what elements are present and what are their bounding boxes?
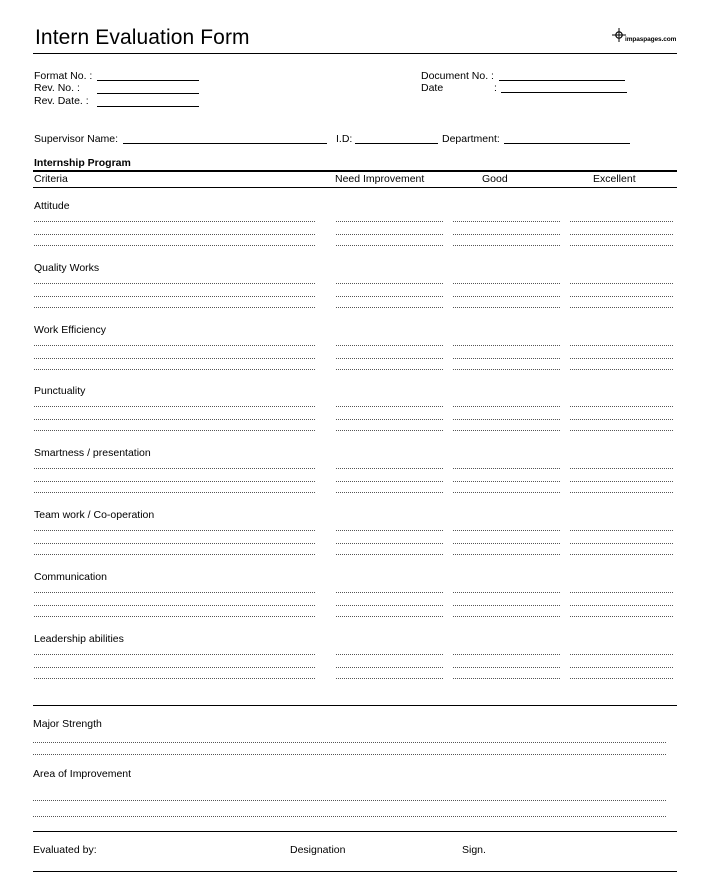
excellent-dotted-line[interactable] — [570, 296, 673, 297]
excellent-dotted-line[interactable] — [570, 345, 673, 346]
need-improvement-dotted-line[interactable] — [336, 358, 443, 359]
criteria-dotted-line[interactable] — [34, 419, 315, 420]
criteria-dotted-line[interactable] — [34, 345, 315, 346]
title-divider — [33, 53, 677, 54]
major-strength-line-2[interactable] — [33, 754, 666, 755]
section-title: Internship Program — [34, 157, 131, 169]
need-improvement-dotted-line[interactable] — [336, 345, 443, 346]
criteria-dotted-line[interactable] — [34, 406, 315, 407]
good-dotted-line[interactable] — [453, 468, 560, 469]
good-dotted-line[interactable] — [453, 358, 560, 359]
need-improvement-dotted-line[interactable] — [336, 530, 443, 531]
good-dotted-line[interactable] — [453, 678, 560, 679]
rev-date-label: Rev. Date. : — [34, 95, 89, 107]
good-dotted-line[interactable] — [453, 592, 560, 593]
table-top-rule — [33, 170, 677, 172]
sign-label: Sign. — [462, 844, 486, 856]
excellent-dotted-line[interactable] — [570, 245, 673, 246]
excellent-dotted-line[interactable] — [570, 234, 673, 235]
col-good: Good — [482, 173, 508, 185]
need-improvement-dotted-line[interactable] — [336, 296, 443, 297]
table-header-rule — [33, 187, 677, 188]
criteria-dotted-line[interactable] — [34, 543, 315, 544]
id-label: I.D: — [336, 133, 353, 145]
criteria-dotted-line[interactable] — [34, 307, 315, 308]
need-improvement-dotted-line[interactable] — [336, 245, 443, 246]
criteria-dotted-line[interactable] — [34, 592, 315, 593]
criteria-dotted-line[interactable] — [34, 605, 315, 606]
department-label: Department: — [442, 133, 500, 145]
excellent-dotted-line[interactable] — [570, 530, 673, 531]
criteria-label: Smartness / presentation — [34, 447, 151, 460]
document-no-field[interactable] — [499, 80, 625, 81]
good-dotted-line[interactable] — [453, 530, 560, 531]
need-improvement-dotted-line[interactable] — [336, 616, 443, 617]
criteria-dotted-line[interactable] — [34, 358, 315, 359]
area-of-improvement-label: Area of Improvement — [33, 768, 132, 780]
need-improvement-dotted-line[interactable] — [336, 468, 443, 469]
supervisor-name-field[interactable] — [123, 143, 327, 144]
need-improvement-dotted-line[interactable] — [336, 554, 443, 555]
need-improvement-dotted-line[interactable] — [336, 234, 443, 235]
criteria-dotted-line[interactable] — [34, 492, 315, 493]
good-dotted-line[interactable] — [453, 245, 560, 246]
table-bottom-rule — [33, 705, 677, 706]
evaluated-by-label: Evaluated by: — [33, 844, 97, 856]
need-improvement-dotted-line[interactable] — [336, 221, 443, 222]
criteria-dotted-line[interactable] — [34, 468, 315, 469]
good-dotted-line[interactable] — [453, 667, 560, 668]
criteria-label: Team work / Co-operation — [34, 509, 155, 521]
excellent-dotted-line[interactable] — [570, 492, 673, 493]
excellent-dotted-line[interactable] — [570, 592, 673, 593]
format-no-field[interactable] — [97, 80, 199, 81]
excellent-dotted-line[interactable] — [570, 468, 673, 469]
good-dotted-line[interactable] — [453, 430, 560, 431]
excellent-dotted-line[interactable] — [570, 667, 673, 668]
criteria-label: Attitude — [34, 200, 70, 212]
criteria-dotted-line[interactable] — [34, 245, 315, 246]
need-improvement-dotted-line[interactable] — [336, 678, 443, 679]
need-improvement-dotted-line[interactable] — [336, 605, 443, 606]
need-improvement-dotted-line[interactable] — [336, 430, 443, 431]
good-dotted-line[interactable] — [453, 605, 560, 606]
logo-text: impaspages.com — [625, 36, 677, 43]
date-field[interactable] — [501, 92, 627, 93]
footer-top-rule — [33, 831, 677, 832]
footer-bottom-rule — [33, 871, 677, 872]
form-title: Intern Evaluation Form — [35, 26, 250, 49]
excellent-dotted-line[interactable] — [570, 543, 673, 544]
excellent-dotted-line[interactable] — [570, 358, 673, 359]
good-dotted-line[interactable] — [453, 406, 560, 407]
excellent-dotted-line[interactable] — [570, 678, 673, 679]
col-criteria: Criteria — [34, 173, 68, 185]
excellent-dotted-line[interactable] — [570, 221, 673, 222]
good-dotted-line[interactable] — [453, 345, 560, 346]
need-improvement-dotted-line[interactable] — [336, 592, 443, 593]
area-of-improvement-line-2[interactable] — [33, 816, 666, 817]
criteria-dotted-line[interactable] — [34, 530, 315, 531]
good-dotted-line[interactable] — [453, 307, 560, 308]
criteria-label: Leadership abilities — [34, 632, 124, 645]
criteria-label: Work Efficiency — [34, 323, 106, 336]
criteria-label: Communication — [34, 570, 107, 583]
criteria-dotted-line[interactable] — [34, 481, 315, 482]
need-improvement-dotted-line[interactable] — [336, 543, 443, 544]
need-improvement-dotted-line[interactable] — [336, 481, 443, 482]
major-strength-label: Major Strength — [33, 718, 102, 730]
excellent-dotted-line[interactable] — [570, 406, 673, 407]
good-dotted-line[interactable] — [453, 654, 560, 655]
document-no-label: Document No. : — [421, 70, 494, 82]
criteria-dotted-line[interactable] — [34, 678, 315, 679]
department-field[interactable] — [504, 143, 630, 144]
good-dotted-line[interactable] — [453, 543, 560, 544]
major-strength-line-1[interactable] — [33, 742, 666, 743]
good-dotted-line[interactable] — [453, 481, 560, 482]
date-colon: : — [494, 82, 497, 94]
excellent-dotted-line[interactable] — [570, 481, 673, 482]
need-improvement-dotted-line[interactable] — [336, 492, 443, 493]
id-field[interactable] — [355, 143, 438, 144]
date-label: Date — [421, 82, 444, 94]
criteria-dotted-line[interactable] — [34, 654, 315, 655]
excellent-dotted-line[interactable] — [570, 605, 673, 606]
good-dotted-line[interactable] — [453, 616, 560, 617]
good-dotted-line[interactable] — [453, 419, 560, 420]
good-dotted-line[interactable] — [453, 492, 560, 493]
site-logo — [612, 28, 682, 48]
rev-no-label: Rev. No. : — [34, 82, 80, 94]
criteria-label: Punctuality — [34, 385, 86, 398]
need-improvement-dotted-line[interactable] — [336, 654, 443, 655]
excellent-dotted-line[interactable] — [570, 616, 673, 617]
criteria-dotted-line[interactable] — [34, 554, 315, 555]
excellent-dotted-line[interactable] — [570, 654, 673, 655]
good-dotted-line[interactable] — [453, 296, 560, 297]
criteria-dotted-line[interactable] — [34, 667, 315, 668]
col-need-improvement: Need Improvement — [335, 173, 425, 185]
good-dotted-line[interactable] — [453, 369, 560, 370]
designation-label: Designation — [290, 844, 346, 856]
good-dotted-line[interactable] — [453, 554, 560, 555]
good-dotted-line[interactable] — [453, 283, 560, 284]
need-improvement-dotted-line[interactable] — [336, 369, 443, 370]
criteria-label: Quality Works — [34, 261, 100, 274]
excellent-dotted-line[interactable] — [570, 430, 673, 431]
criteria-dotted-line[interactable] — [34, 283, 315, 284]
good-dotted-line[interactable] — [453, 221, 560, 222]
col-excellent: Excellent — [593, 173, 636, 185]
excellent-dotted-line[interactable] — [570, 554, 673, 555]
criteria-dotted-line[interactable] — [34, 221, 315, 222]
rev-date-field[interactable] — [97, 106, 199, 107]
excellent-dotted-line[interactable] — [570, 369, 673, 370]
need-improvement-dotted-line[interactable] — [336, 307, 443, 308]
criteria-dotted-line[interactable] — [34, 616, 315, 617]
criteria-dotted-line[interactable] — [34, 234, 315, 235]
need-improvement-dotted-line[interactable] — [336, 419, 443, 420]
criteria-dotted-line[interactable] — [34, 430, 315, 431]
excellent-dotted-line[interactable] — [570, 307, 673, 308]
excellent-dotted-line[interactable] — [570, 419, 673, 420]
supervisor-name-label: Supervisor Name: — [34, 133, 119, 145]
criteria-dotted-line[interactable] — [34, 296, 315, 297]
crosshair-logo-icon — [612, 28, 626, 42]
rev-no-field[interactable] — [97, 93, 199, 94]
need-improvement-dotted-line[interactable] — [336, 283, 443, 284]
format-no-label: Format No. : — [34, 70, 93, 82]
criteria-dotted-line[interactable] — [34, 369, 315, 370]
area-of-improvement-line-1[interactable] — [33, 800, 666, 801]
need-improvement-dotted-line[interactable] — [336, 667, 443, 668]
good-dotted-line[interactable] — [453, 234, 560, 235]
excellent-dotted-line[interactable] — [570, 283, 673, 284]
need-improvement-dotted-line[interactable] — [336, 406, 443, 407]
